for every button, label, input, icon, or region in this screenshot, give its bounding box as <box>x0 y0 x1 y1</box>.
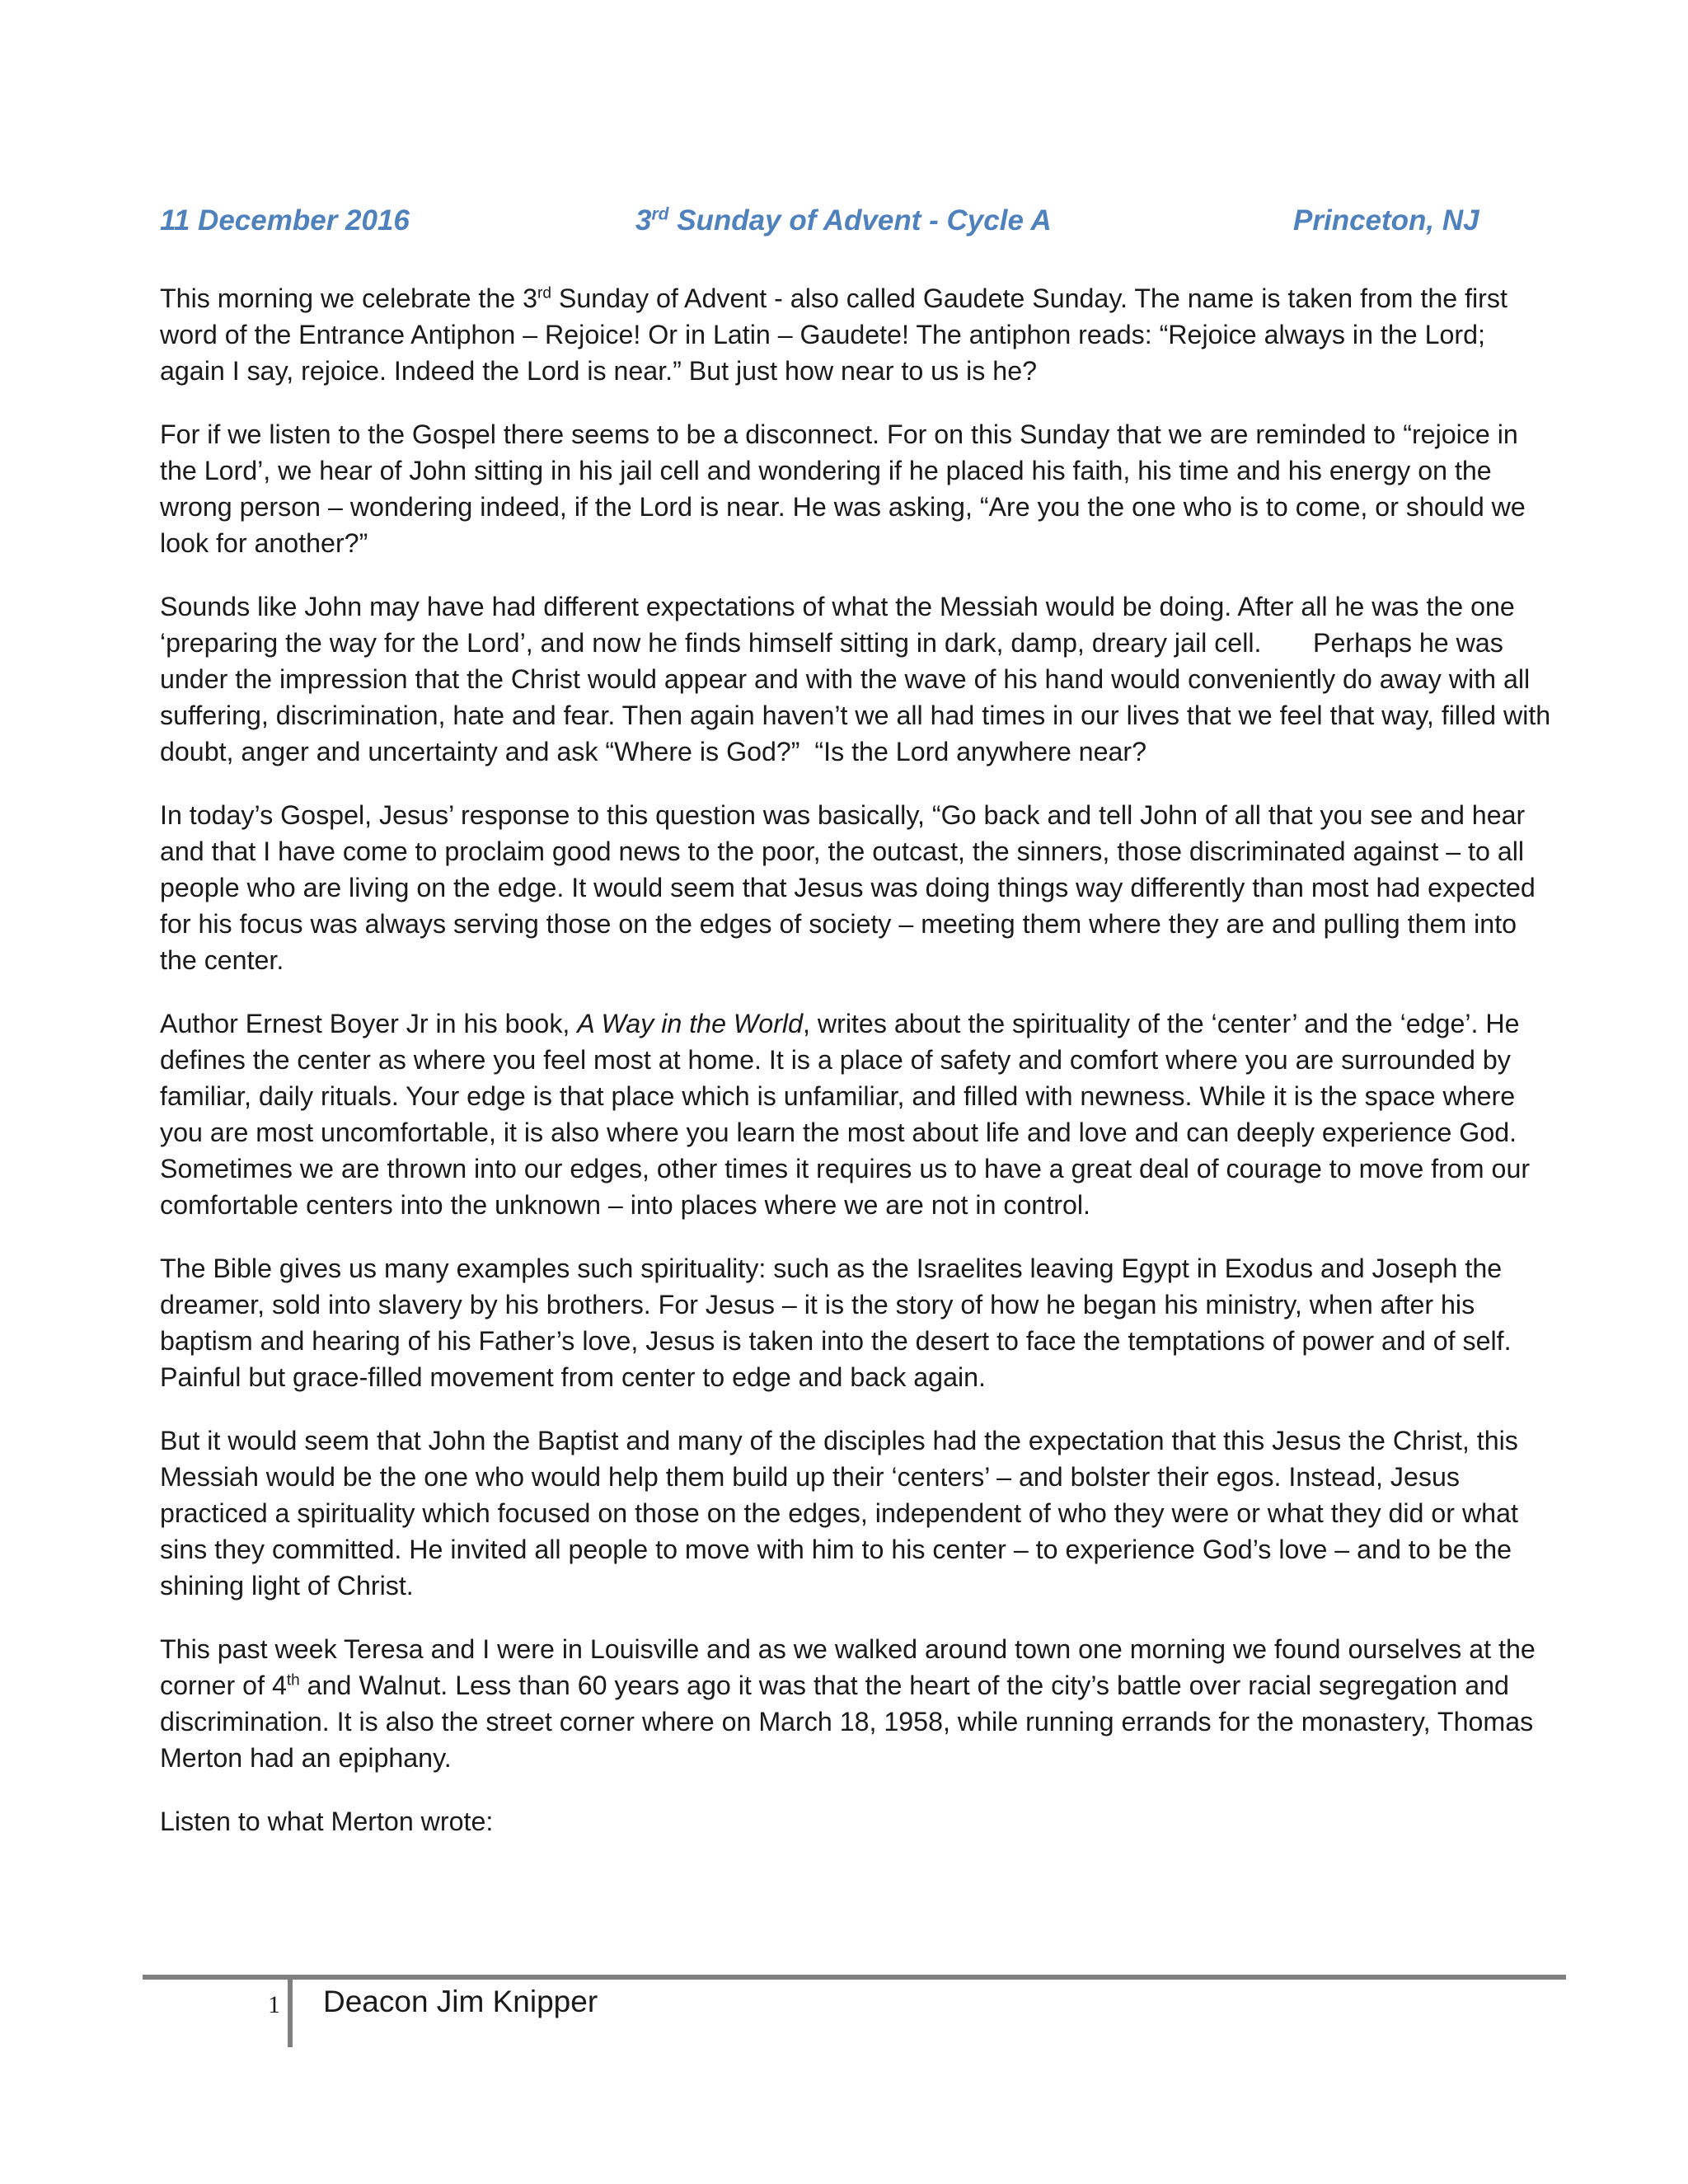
header-date: 11 December 2016 <box>160 204 410 237</box>
footer-divider <box>288 1980 293 2047</box>
homily-body <box>160 280 1559 1867</box>
paragraph-8-ordinal-suffix: th <box>286 1671 300 1690</box>
paragraph-1-text-b: Sunday of Advent - also called Gaudete Sunday. The name is taken from the first word of the Entrance Antiphon – Rejoice! Or in Latin – Gaudete! The antiphon reads: “Rejoice always in the Lord; again I say, rejoice. Indeed the Lord is near.” But just how near to us is he? <box>160 284 1507 386</box>
header-place: Princeton, NJ <box>1293 204 1479 237</box>
paragraph-9: Listen to what Merton wrote: <box>160 1807 494 1836</box>
header-title <box>635 204 1052 237</box>
page-header <box>160 204 1553 246</box>
paragraph-1-ordinal-suffix: rd <box>537 284 551 302</box>
paragraph-8-text-b: and Walnut. Less than 60 years ago it was that the heart of the city’s battle over racial segregation and discrimination. It is also the street corner where on March 18, 1958, while running errands for the monastery, Thomas Merton had an epiphany. <box>160 1671 1534 1773</box>
paragraph-8-text-a: This past week Teresa and I were in Louisville and as we walked around town one morning we found ourselves at the corner of 4 <box>160 1634 1536 1700</box>
header-title-ordinal: 3 <box>635 204 652 237</box>
paragraph-6: The Bible gives us many examples such spirituality: such as the Israelites leaving Egypt in Exodus and Joseph the dreamer, sold into slavery by his brothers. For Jesus – it is the story of how he began his ministry, when after his baptism and hearing of his Father’s love, Jesus is taken into the desert to face the temptations of power and of self. Painful but grace-filled movement from center to edge and back again. <box>160 1254 1512 1392</box>
footer-author: Deacon Jim Knipper <box>323 1985 598 2018</box>
paragraph-1-text-a: This morning we celebrate the 3 <box>160 284 538 313</box>
header-title-text: Sunday of Advent - Cycle A <box>668 204 1052 237</box>
paragraph-8 <box>160 1631 1553 1776</box>
footer-rule <box>143 1975 1566 1980</box>
paragraph-1 <box>160 280 1553 389</box>
header-title-ordinal-suffix: rd <box>651 204 669 224</box>
paragraph-7: But it would seem that John the Baptist and many of the disciples had the expectation that this Jesus the Christ, this Messiah would be the one who would help them build up their ‘centers’ – and bolster their egos. Instead, Jesus practiced a spirituality which focused on those on the edges, independent of who they were or what they did or what sins they committed. He invited all people to move with him to his center – to experience God’s love – and to be the shining light of Christ. <box>160 1426 1518 1601</box>
paragraph-5-text-b: , writes about the spirituality of the ‘center’ and the ‘edge’. He defines the center as where you feel most at home. It is a place of safety and comfort where you are surrounded by familiar, daily rituals. Your edge is that place which is unfamiliar, and filled with newness. While it is the space where you are most uncomfortable, it is also where you learn the most about life and love and can deeply experience God. Sometimes we are thrown into our edges, other times it requires us to have a great deal of courage to move from our comfortable centers into the unknown – into places where we are not in control. <box>160 1009 1531 1220</box>
paragraph-2: For if we listen to the Gospel there seems to be a disconnect. For on this Sunday that we are reminded to “rejoice in the Lord’, we hear of John sitting in his jail cell and wondering if he placed his faith, his time and his energy on the wrong person – wondering indeed, if the Lord is near. He was asking, “Are you the one who is to come, or should we look for another?” <box>160 419 1526 558</box>
paragraph-4: In today’s Gospel, Jesus’ response to this question was basically, “Go back and tell John of all that you see and hear and that I have come to proclaim good news to the poor, the outcast, the sinners, those discriminated against – to all people who are living on the edge. It would seem that Jesus was doing things way differently than most had expected for his focus was always serving those on the edges of society – meeting them where they are and pulling them into the center. <box>160 800 1536 975</box>
paragraph-3: Sounds like John may have had different expectations of what the Messiah would be doing. After all he was the one ‘preparing the way for the Lord’, and now he finds himself sitting in dark, damp, dreary jail cell. Perhaps he was under the impression that the Christ would appear and with the wave of his hand would conveniently do away with all suffering, discrimination, hate and fear. Then again haven’t we all had times in our lives that we feel that way, filled with doubt, anger and uncertainty and ask “Where is God?” “Is the Lord anywhere near? <box>160 592 1559 766</box>
paragraph-5-text-a: Author Ernest Boyer Jr in his book, <box>160 1009 578 1038</box>
page-number: 1 <box>268 1991 280 2018</box>
paragraph-5 <box>160 1005 1553 1223</box>
book-title: A Way in the World <box>577 1009 803 1038</box>
